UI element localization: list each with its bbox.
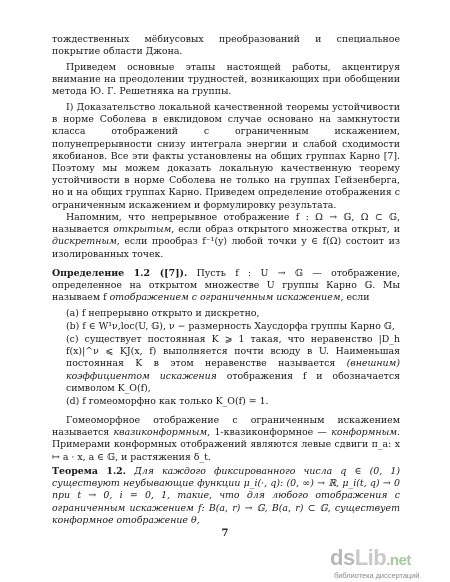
paragraph-stage-one: I) Доказательство локальной качественной теоремы устойчивости в норме Соболева в евклидовом случае основано на замкнутости класса отображений с ограниченным искажением, полунепрерывности снизу интеграла энергии и слабой сходимости якобианов. Все эти факты установлены на общих группах Карно [7]. Поэтому мы можем доказать локальную качественную теорему устойчивости в норме Соболева не только на группах Гейзенберга, но и на общих группах Карно. Приведем определение отображения с ограниченным искажением и формулировку результата. bbox=[52, 102, 400, 211]
definition-item-c: (c) существует постоянная K ⩾ 1 такая, что неравенство |D_h f(x)|^ν ⩽ KJ(x, f) выполняется почти всюду в U. Наименьшая постоянная K в этом неравенстве называется (внешним) коэффициентом искажения отображения f и обозначается символом K_O(f), bbox=[66, 334, 400, 394]
theorem-1-2: Теорема 1.2. Для каждого фиксированного числа q ∈ (0, 1) существуют неубывающие функции μ_i(·, q): (0, ∞) → ℝ, μ_i(t, q) → 0 при t → 0, i = 0, 1, такие, что для любого отображения с ограниченным искажением f: B(a, r) → 𝔾, B(a, r) ⊂ 𝔾, существует конформное отображение θ, bbox=[52, 466, 400, 526]
paragraph-stages: Приведем основные этапы настоящей работы, акцентируя внимание на преодолении трудностей, возникающих при обобщении метода Ю. Г. Решетняка на группы. bbox=[52, 62, 400, 98]
definition-item-b: (b) f ∈ W¹ν,loc(U, 𝔾), ν − размерность Хаусдорфа группы Карно 𝔾, bbox=[66, 321, 395, 332]
paragraph-open-discrete: Напомним, что непрерывное отображение f : Ω → 𝔾, Ω ⊂ 𝔾, называется открытым, если образ открытого множества открыт, и дискретным, если прообраз f⁻¹(y) любой точки y ∈ f(Ω) состоит из изолированных точек. bbox=[52, 212, 400, 260]
page-number: 7 bbox=[221, 528, 229, 539]
dslib-watermark bbox=[330, 545, 446, 579]
definition-1-2: Определение 1.2 ([7]). Пусть f : U → 𝔾 — отображение, определенное на открытом множестве U группы Карно 𝔾. Мы называем f отображением с ограниченным искажением, если bbox=[52, 268, 401, 304]
dslib-subtitle: библиотека диссертаций bbox=[334, 571, 420, 580]
paragraph-quasiconformal: Гомеоморфное отображение с ограниченным искажением называется квазиконформным, 1-квазиконформное — конформным. Примерами конформных отображений являются левые сдвиги π_a: x ↦ a · x, a ∈ 𝔾, и растяжения δ_t. bbox=[52, 415, 400, 463]
definition-item-d: (d) f гомеоморфно как только K_O(f) = 1. bbox=[66, 396, 269, 407]
paragraph-intro-continuation: тождественных мёбиусовых преобразований и специальное покрытие области Джона. bbox=[52, 34, 400, 58]
definition-item-a: (a) f непрерывно открыто и дискретно, bbox=[66, 308, 260, 319]
dslib-logo: dsLib.net bbox=[330, 545, 411, 570]
